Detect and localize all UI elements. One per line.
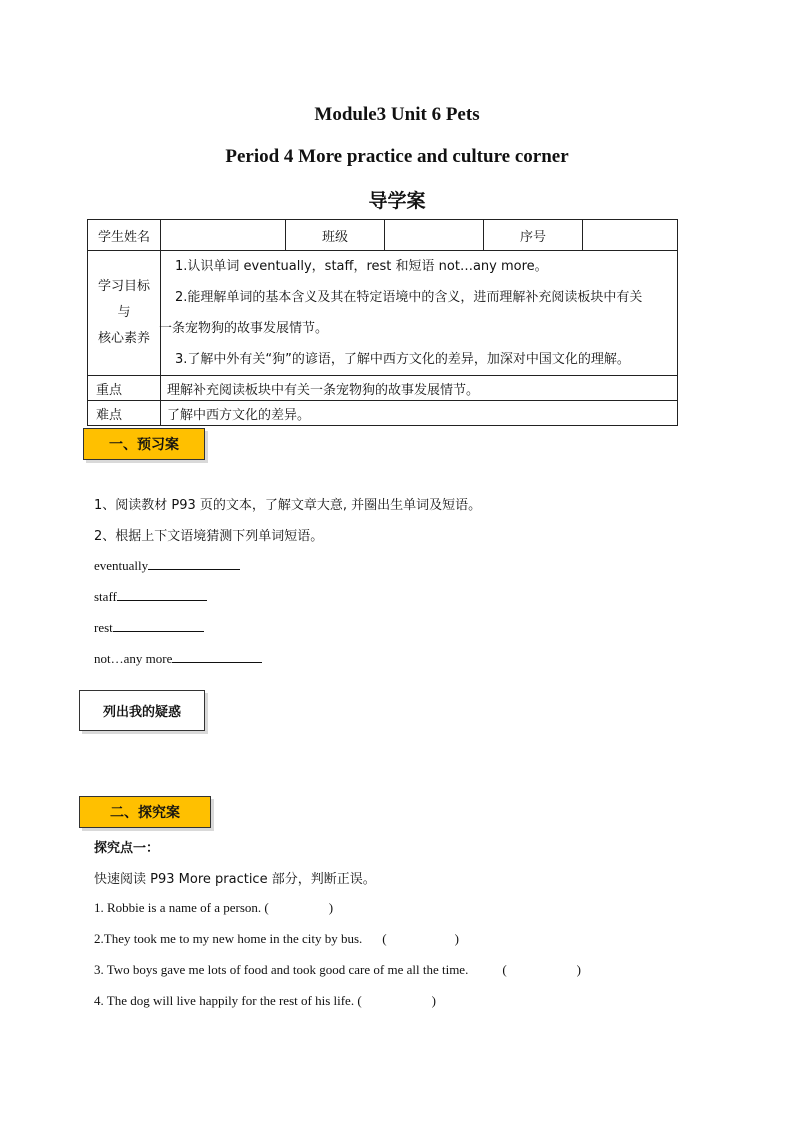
goal-item-3: 3.了解中外有关“狗”的谚语，了解中西方文化的差异，加深对中国文化的理解。 — [175, 352, 630, 367]
question-2-open-paren: ( — [382, 931, 387, 946]
goal-item-2b: 一条宠物狗的故事发展情节。 — [159, 321, 329, 336]
difficult-point-text: 了解中西方文化的差异。 — [161, 401, 678, 426]
student-name-label: 学生姓名 — [88, 220, 161, 251]
document-type: 导学案 — [368, 190, 426, 212]
class-field[interactable] — [385, 220, 484, 251]
section2-heading: 二、探究案 — [79, 796, 211, 828]
student-info-row — [88, 220, 678, 251]
answer-blank-eventually[interactable] — [148, 557, 240, 570]
key-point-label: 重点 — [88, 376, 161, 401]
goal-item-1: 1.认识单词 eventually，staff，rest 和短语 not…any more。 — [175, 259, 548, 274]
word-row-staff — [94, 588, 207, 605]
word-staff: staff — [94, 589, 117, 604]
question-2 — [94, 931, 459, 947]
goal-item-2a: 2.能理解单词的基本含义及其在特定语境中的含义，进而理解补充阅读板块中有关 — [175, 290, 643, 305]
question-3-text: 3. Two boys gave me lots of food and took good care of me all the time. — [94, 962, 469, 977]
question-2-text: 2.They took me to my new home in the city by bus. — [94, 931, 363, 946]
exploration-instruction: 快速阅读 P93 More practice 部分，判断正误。 — [94, 872, 376, 887]
question-4-close-paren: ) — [431, 993, 436, 1008]
section1-heading: 一、预习案 — [83, 428, 205, 460]
word-eventually: eventually — [94, 558, 149, 573]
word-rest: rest — [94, 620, 113, 635]
word-not-any-more: not…any more — [94, 651, 173, 666]
number-field[interactable] — [583, 220, 678, 251]
student-name-field[interactable] — [161, 220, 286, 251]
difficult-point-row — [88, 401, 678, 426]
question-3-open-paren: ( — [502, 962, 507, 977]
question-1-text: 1. Robbie is a name of a person. ( — [94, 900, 269, 915]
section1-item-2: 2、根据上下文语境猜测下列单词短语。 — [94, 529, 324, 544]
number-label: 序号 — [484, 220, 583, 251]
word-row-not-any-more — [94, 650, 262, 667]
key-point-text: 理解补充阅读板块中有关一条宠物狗的故事发展情节。 — [161, 376, 678, 401]
question-1 — [94, 900, 333, 916]
question-4-text: 4. The dog will live happily for the rest of his life. ( — [94, 993, 362, 1008]
goals-label-line3: 核心素养 — [97, 331, 150, 346]
question-1-close-paren: ) — [328, 900, 334, 915]
question-3-close-paren: ) — [576, 962, 582, 977]
exploration-point-title: 探究点一： — [94, 841, 160, 856]
goals-label-line1: 学习目标 — [97, 279, 150, 294]
question-3 — [94, 962, 581, 978]
info-table — [87, 219, 678, 426]
document-subtitle: Period 4 More practice and culture corner — [225, 146, 569, 167]
answer-blank-staff[interactable] — [117, 588, 207, 601]
goals-label — [88, 251, 161, 376]
word-row-rest — [94, 619, 204, 636]
goals-content — [161, 251, 678, 376]
goals-row — [88, 251, 678, 376]
class-label: 班级 — [286, 220, 385, 251]
doubts-box[interactable]: 列出我的疑惑 — [79, 690, 205, 731]
question-2-close-paren: ) — [454, 931, 459, 946]
answer-blank-rest[interactable] — [113, 619, 204, 632]
document-title: Module3 Unit 6 Pets — [314, 104, 480, 125]
goals-label-line2: 与 — [117, 305, 131, 320]
question-4 — [94, 993, 436, 1009]
difficult-point-label: 难点 — [88, 401, 161, 426]
answer-blank-not-any-more[interactable] — [172, 650, 262, 663]
word-row-eventually — [94, 557, 240, 574]
key-point-row — [88, 376, 678, 401]
section1-item-1: 1、阅读教材 P93 页的文本，了解文章大意, 并圈出生单词及短语。 — [94, 498, 482, 513]
